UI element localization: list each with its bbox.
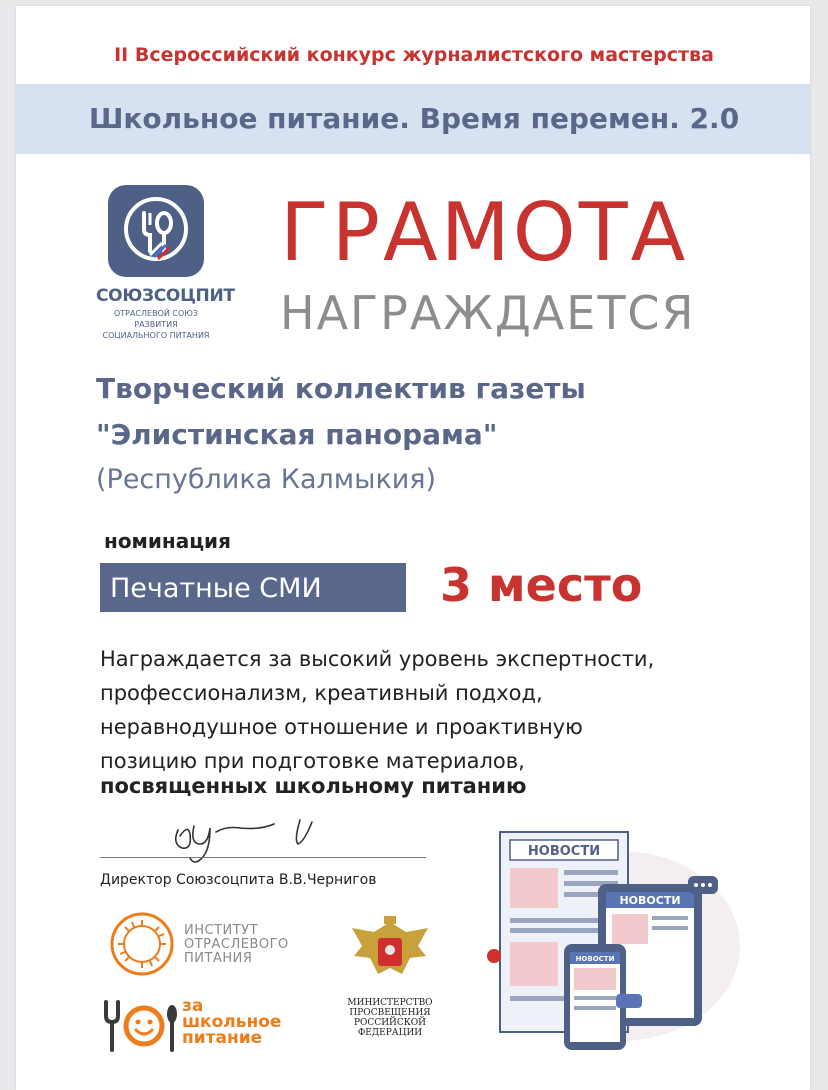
nomination-value: Печатные СМИ: [100, 563, 406, 612]
logo-subtitle: ОТРАСЛЕВОЙ СОЮЗ РАЗВИТИЯ СОЦИАЛЬНОГО ПИТАНИЯ: [102, 309, 210, 340]
news-headline-tablet: НОВОСТИ: [619, 894, 681, 907]
description-bold-line: посвященных школьному питанию: [100, 774, 527, 798]
award-description: [100, 642, 760, 778]
director-signature: [150, 800, 360, 870]
logo-name: СОЮЗСОЦПИТ: [96, 286, 235, 306]
description-line: Награждается за высокий уровень экспертности,: [100, 647, 655, 671]
ministry-name: МИНИСТЕРСТВО ПРОСВЕЩЕНИЯ РОССИЙСКОЙ ФЕДЕРАЦИИ: [347, 998, 433, 1038]
institute-name: ИНСТИТУТ ОТРАСЛЕВОГО ПИТАНИЯ: [184, 923, 289, 966]
signature-line: [100, 857, 426, 858]
recipient-region: (Республика Калмыкия): [96, 464, 437, 495]
director-name: Директор Союзсоцпита В.В.Чернигов: [100, 872, 377, 888]
news-headline-large: НОВОСТИ: [527, 844, 601, 859]
nomination-label: номинация: [104, 529, 231, 553]
description-line: профессионализм, креативный подход,: [100, 681, 543, 705]
description-line: позицию при подготовке материалов,: [100, 749, 525, 773]
contest-title: II Всероссийский конкурс журналистского мастерства: [114, 44, 714, 66]
awarded-heading: НАГРАЖДАЕТСЯ: [280, 286, 696, 340]
fork-spoon-icon: [108, 185, 204, 277]
school-food-smile-icon: [100, 996, 180, 1054]
certificate-title: ГРАМОТА: [280, 186, 689, 279]
place-award: 3 место: [440, 558, 643, 612]
school-food-logo-text: за школьное питание: [182, 996, 282, 1048]
news-devices-illustration: [470, 826, 750, 1056]
news-headline-phone: НОВОСТИ: [575, 955, 615, 963]
ministry-emblem-icon: [344, 912, 436, 990]
theme-title: Школьное питание. Время перемен. 2.0: [88, 102, 740, 135]
soyuzsocpit-logo: [108, 185, 204, 277]
recipient-line-1: Творческий коллектив газеты: [96, 372, 586, 405]
institute-sun-icon: [106, 908, 178, 980]
description-line: неравнодушное отношение и проактивную: [100, 715, 583, 739]
recipient-line-2: "Элистинская панорама": [96, 418, 498, 451]
